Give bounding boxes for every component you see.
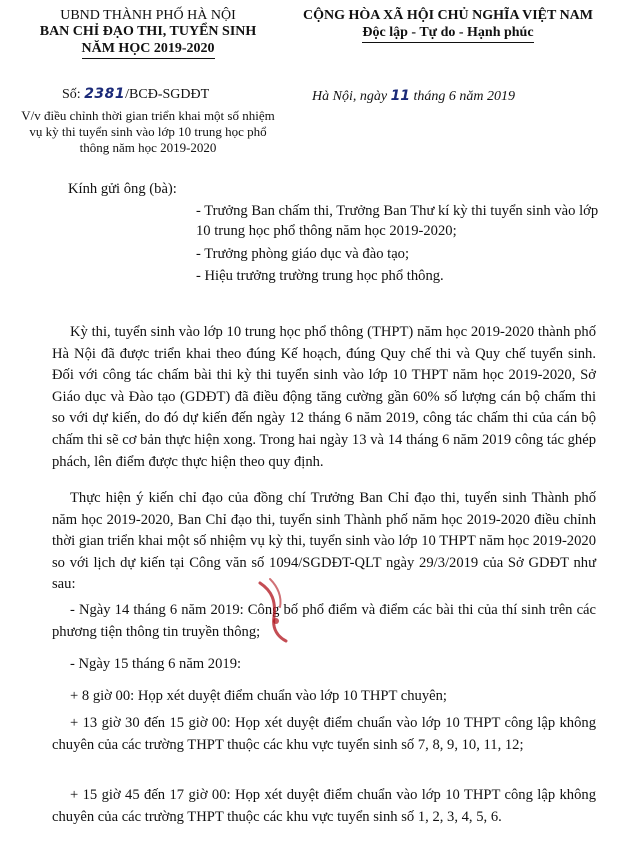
- schedule-item: + 15 giờ 45 đến 17 giờ 00: Họp xét duyệt điểm chuẩn vào lớp 10 THPT công lập không chuyên của các trường THPT thuộc các khu vực tuyển sinh số 1, 2, 3, 4, 5, 6.: [52, 787, 596, 825]
- schedule-item: - Ngày 15 tháng 6 năm 2019:: [70, 656, 242, 672]
- greeting: Kính gửi ông (bà):: [68, 181, 177, 197]
- red-stamp-mark-icon: [252, 577, 322, 647]
- date-suffix: tháng 6 năm 2019: [413, 89, 516, 104]
- issuer-header: [18, 8, 278, 59]
- recipient-item: - Trưởng phòng giáo dục và đào tạo;: [196, 246, 410, 262]
- body-paragraph-2: Thực hiện ý kiến chỉ đạo của đồng chí Trưởng Ban Chỉ đạo thi, tuyển sinh Thành phố năm học 2019-2020, Ban Chỉ đạo thi, tuyển sinh Thành phố năm học 2019-2020 điều chỉnh thời gian triển khai một số nhiệm vụ kỳ thi, tuyển sinh vào lớp 10 THPT năm học 2019-2020 so với lịch dự kiến tại Công văn số 1094/SGDĐT-QLT ngày 29/3/2019 của Sở GDĐT như sau:: [52, 490, 596, 593]
- document-number-label: Số:: [62, 87, 81, 102]
- date-line: [312, 88, 515, 105]
- national-header: [292, 8, 604, 43]
- recipient-item: - Trưởng Ban chấm thi, Trưởng Ban Thư kí kỳ thi tuyển sinh vào lớp 10 trung học phổ thông năm học 2019-2020;: [196, 203, 599, 239]
- document-number: [62, 86, 209, 103]
- issuer-line-3: NĂM HỌC 2019-2020: [82, 41, 215, 59]
- national-title: CỘNG HÒA XÃ HỘI CHỦ NGHĨA VIỆT NAM: [302, 8, 593, 23]
- date-day-handwritten: 11: [390, 88, 411, 104]
- body-paragraph-1: Kỳ thi, tuyển sinh vào lớp 10 trung học phổ thông (THPT) năm học 2019-2020 thành phố Hà Nội đã được triển khai theo đúng Kế hoạch, đúng Quy chế thi và Quy chế tuyển sinh. Đối với công tác chấm bài thi kỳ thi tuyển sinh vào lớp 10 THPT năm học 2019-2020, Sở Giáo dục và Đào tạo (GDĐT) đã điều động tăng cường gần 60% số lượng cán bộ chấm thi so với dự kiến, do đó dự kiến đến ngày 12 tháng 6 năm 2019, công tác chấm thi của cán bộ chấm thi sẽ cơ bản thực hiện xong. Trong hai ngày 13 và 14 tháng 6 năm 2019 công tác ghép phách, lên điểm được thực hiện theo quy định.: [52, 324, 596, 470]
- issuer-line-2: BAN CHỈ ĐẠO THI, TUYỂN SINH: [39, 24, 257, 39]
- document-number-suffix: /BCĐ-SGDĐT: [125, 87, 210, 102]
- national-motto: Độc lập - Tự do - Hạnh phúc: [362, 25, 533, 43]
- schedule-item: - Ngày 14 tháng 6 năm 2019: Công bố phổ điểm và điểm các bài thi của thí sinh trên các phương tiện thông tin truyền thông;: [52, 602, 596, 640]
- date-prefix: Hà Nội, ngày: [312, 89, 388, 104]
- document-subject: V/v điều chỉnh thời gian triển khai một số nhiệm vụ kỳ thi tuyển sinh vào lớp 10 trung học phổ thông năm học 2019-2020: [21, 108, 275, 155]
- document-number-handwritten: 2381: [84, 86, 126, 102]
- schedule-item: + 13 giờ 30 đến 15 giờ 00: Họp xét duyệt điểm chuẩn vào lớp 10 THPT công lập không chuyên của các trường THPT thuộc các khu vực tuyển sinh số 7, 8, 9, 10, 11, 12;: [52, 715, 596, 753]
- recipient-item: - Hiệu trưởng trường trung học phổ thông.: [196, 268, 444, 284]
- schedule-item: + 8 giờ 00: Họp xét duyệt điểm chuẩn vào lớp 10 THPT chuyên;: [70, 688, 447, 704]
- issuer-line-1: UBND THÀNH PHỐ HÀ NỘI: [60, 8, 236, 23]
